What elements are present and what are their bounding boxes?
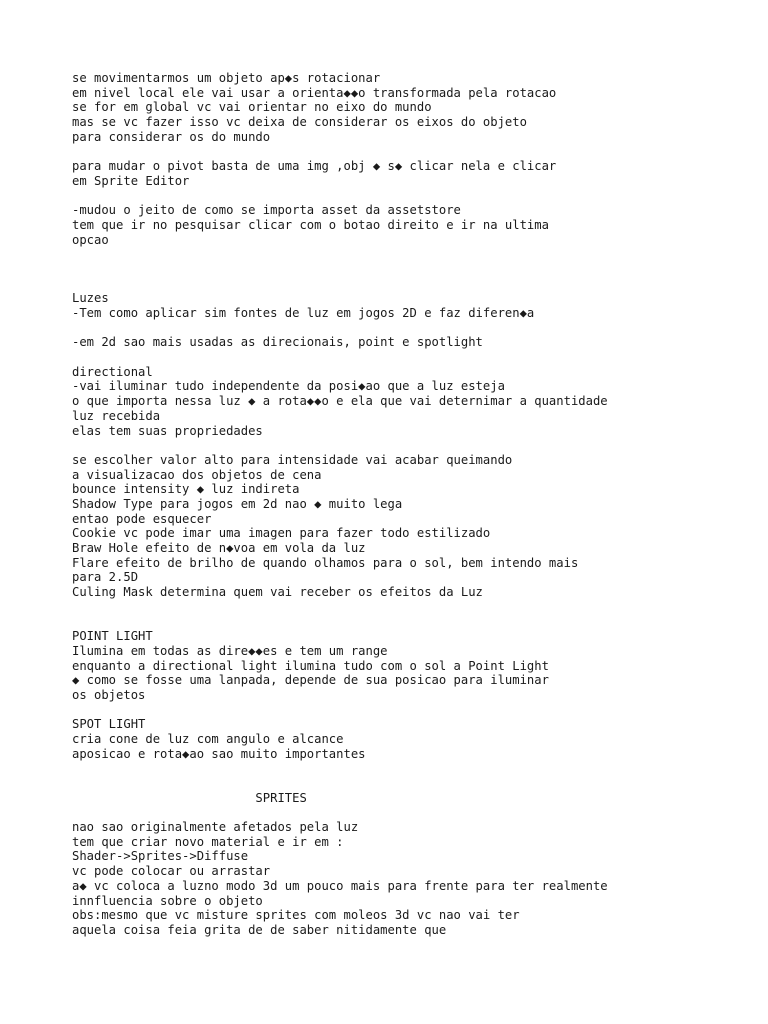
text-line: -Tem como aplicar sim fontes de luz em jogos 2D e faz diferen◆a [72,306,535,320]
text-line: tem que ir no pesquisar clicar com o botao direito e ir na ultima [72,217,549,232]
text-line: enquanto a directional light ilumina tudo com o sol a Point Light [72,658,549,673]
blank-line [72,703,752,718]
text-line: Ilumina em todas as dire◆◆es e tem um range [72,643,388,658]
text-line: mas se vc fazer isso vc deixa de considerar os eixos do objeto [72,115,527,130]
text-line: Shader->Sprites->Diffuse [72,849,249,864]
blank-line [72,247,752,262]
text-line: POINT LIGHT [72,629,153,644]
text-line: cria cone de luz com angulo e alcance [72,731,344,746]
text-line: SPRITES [72,790,307,805]
blank-line [72,277,752,292]
text-line: entao pode esquecer [72,511,212,526]
text-line: se escolher valor alto para intensidade vai acabar queimando [72,452,513,467]
text-line: Cookie vc pode imar uma imagen para fazer todo estilizado [72,526,491,541]
text-line: para mudar o pivot basta de uma img ,obj ◆ s◆ clicar nela e clicar [72,159,557,174]
text-line: -em 2d sao mais usadas as direcionais, point e spotlight [72,335,483,350]
text-line: Culing Mask determina quem vai receber os efeitos da Luz [72,585,483,600]
text-line: em nivel local ele vai usar a orienta◆◆o transformada pela rotacao [72,85,557,100]
text-line: obs:mesmo que vc misture sprites com moleos 3d vc nao vai ter [72,908,520,923]
blank-line [72,761,752,776]
text-line: bounce intensity ◆ luz indireta [72,482,300,497]
text-line: o que importa nessa luz ◆ a rota◆◆o e ela que vai deternimar a quantidade [72,394,608,409]
text-line: ◆ como se fosse uma lanpada, depende de sua posicao para iluminar [72,673,549,688]
blank-line [72,600,752,615]
text-line: Flare efeito de brilho de quando olhamos para o sol, bem intendo mais [72,555,579,570]
text-line: vc pode colocar ou arrastar [72,864,271,879]
document-page [72,71,752,938]
text-line: aquela coisa feia grita de de saber nitidamente que [72,922,447,937]
text-line: nao sao originalmente afetados pela luz [72,820,359,835]
text-line: Luzes [72,291,109,306]
text-line: -vai iluminar tudo independente da posi◆ao que a luz esteja [72,379,505,394]
text-line: elas tem suas propriedades [72,423,263,438]
blank-line [72,144,752,159]
text-line: tem que criar novo material e ir em : [72,834,344,849]
text-line: Braw Hole efeito de n◆voa em vola da luz [72,541,366,555]
text-line: Shadow Type para jogos em 2d nao ◆ muito lega [72,496,403,511]
text-line: opcao [72,232,109,247]
blank-line [72,350,752,365]
text-line: SPOT LIGHT [72,717,146,732]
text-line: aposicao e rota◆ao sao muito importantes [72,746,366,761]
text-line: para 2.5D [72,570,139,585]
blank-line [72,321,752,336]
text-line: directional [72,364,153,379]
text-line: innfluencia sobre o objeto [72,893,263,908]
text-line: se movimentarmos um objeto ap◆s rotacionar [72,71,381,85]
blank-line [72,614,752,629]
text-line: os objetos [72,687,146,702]
text-line: em Sprite Editor [72,173,190,188]
text-line: se for em global vc vai orientar no eixo do mundo [72,100,432,115]
text-line: -mudou o jeito de como se importa asset da assetstore [72,203,461,218]
text-line: para considerar os do mundo [72,129,271,144]
blank-line [72,262,752,277]
blank-line [72,438,752,453]
blank-line [72,805,752,820]
text-line: luz recebida [72,408,161,423]
blank-line [72,776,752,791]
text-line: a visualizacao dos objetos de cena [72,467,322,482]
text-line: a◆ vc coloca a luzno modo 3d um pouco mais para frente para ter realmente [72,878,608,893]
blank-line [72,189,752,204]
